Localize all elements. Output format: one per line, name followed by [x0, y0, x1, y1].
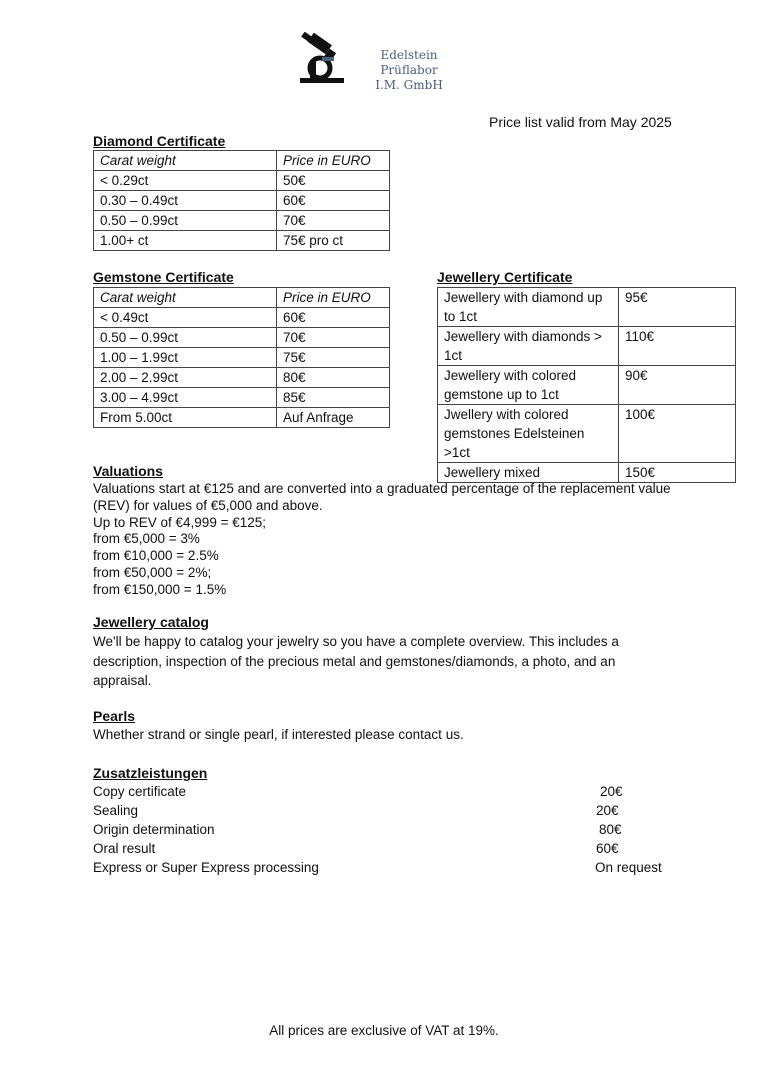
service-name: Sealing	[93, 803, 139, 818]
carat-cell: 0.50 – 0.99ct	[94, 328, 277, 348]
table-row	[94, 308, 390, 328]
price-cell: 70€	[277, 211, 390, 231]
price-cell: 80€	[277, 368, 390, 388]
table-row	[94, 348, 390, 368]
gemstone-price-table	[93, 287, 390, 428]
vat-footnote: All prices are exclusive of VAT at 19%.	[269, 1023, 499, 1038]
service-row	[93, 860, 693, 879]
table-row	[94, 171, 390, 191]
header-carat: Carat weight	[94, 151, 277, 171]
catalog-heading: Jewellery catalog	[93, 614, 209, 630]
table-row	[438, 327, 736, 366]
lab-logo	[296, 30, 486, 92]
service-name: Copy certificate	[93, 784, 187, 799]
table-row	[438, 463, 736, 483]
service-row	[93, 803, 693, 822]
service-price: 20€	[600, 784, 623, 799]
valuations-text	[93, 481, 683, 599]
carat-cell: 3.00 – 4.99ct	[94, 388, 277, 408]
service-row	[93, 822, 693, 841]
price-cell: 70€	[277, 328, 390, 348]
catalog-text: We'll be happy to catalog your jewelry so you have a complete overview. This includes a description, inspection of the precious metal and gemstones/diamonds, a photo, and an appraisal.	[93, 634, 619, 688]
company-legal-form: I.M. GmbH	[375, 78, 443, 92]
company-name: Edelstein Prüflabor	[380, 48, 438, 77]
service-price: 60€	[596, 841, 619, 856]
item-cell: Jewellery with colored gemstone up to 1ct	[438, 366, 619, 405]
price-cell: 150€	[619, 463, 736, 483]
service-price: On request	[595, 860, 662, 875]
table-row	[438, 405, 736, 463]
table-row	[94, 368, 390, 388]
header-price: Price in EURO	[277, 151, 390, 171]
carat-cell: 0.50 – 0.99ct	[94, 211, 277, 231]
table-header-row	[94, 288, 390, 308]
carat-cell: < 0.49ct	[94, 308, 277, 328]
pearls-text: Whether strand or single pearl, if interested please contact us.	[93, 727, 464, 742]
valuation-tier: from €150,000 = 1.5%	[93, 581, 227, 597]
table-row	[94, 328, 390, 348]
carat-cell: < 0.29ct	[94, 171, 277, 191]
carat-cell: 1.00+ ct	[94, 231, 277, 251]
valuation-tier: from €10,000 = 2.5%	[93, 548, 219, 564]
service-name: Express or Super Express processing	[93, 860, 319, 875]
price-cell: 100€	[619, 405, 736, 463]
table-row	[438, 288, 736, 327]
price-cell: 60€	[277, 308, 390, 328]
price-cell: Auf Anfrage	[277, 408, 390, 428]
valuations-intro: Valuations start at €125 and are converted into a graduated percentage of the replacement value (REV) for values of €5,000 and above.	[93, 481, 671, 513]
extras-heading: Zusatzleistungen	[93, 765, 208, 781]
validity-note: Price list valid from May 2025	[489, 114, 672, 130]
service-name: Origin determination	[93, 822, 215, 837]
table-row	[94, 408, 390, 428]
table-header-row	[94, 151, 390, 171]
carat-cell: From 5.00ct	[94, 408, 277, 428]
item-cell: Jewellery with diamond up to 1ct	[438, 288, 619, 327]
carat-cell: 2.00 – 2.99ct	[94, 368, 277, 388]
table-row	[94, 388, 390, 408]
table-row	[94, 211, 390, 231]
price-cell: 50€	[277, 171, 390, 191]
diamond-heading: Diamond Certificate	[93, 133, 226, 149]
item-cell: Jwellery with colored gemstones Edelsteinen >1ct	[438, 405, 619, 463]
valuation-tier: Up to REV of €4,999 = €125;	[93, 514, 266, 530]
price-cell: 90€	[619, 366, 736, 405]
valuation-tier: from €50,000 = 2%;	[93, 564, 212, 580]
diamond-price-table	[93, 150, 390, 251]
carat-cell: 1.00 – 1.99ct	[94, 348, 277, 368]
header-carat: Carat weight	[94, 288, 277, 308]
microscope-icon	[296, 32, 348, 86]
service-row	[93, 784, 693, 803]
item-cell: Jewellery mixed	[438, 463, 619, 483]
item-cell: Jewellery with diamonds > 1ct	[438, 327, 619, 366]
table-row	[94, 191, 390, 211]
header-price: Price in EURO	[277, 288, 390, 308]
carat-cell: 0.30 – 0.49ct	[94, 191, 277, 211]
table-row	[94, 231, 390, 251]
service-price: 80€	[599, 822, 622, 837]
valuation-tier: from €5,000 = 3%	[93, 531, 200, 547]
service-name: Oral result	[93, 841, 156, 856]
price-cell: 85€	[277, 388, 390, 408]
price-cell: 110€	[619, 327, 736, 366]
gemstone-heading: Gemstone Certificate	[93, 269, 234, 285]
price-cell: 75€	[277, 348, 390, 368]
jewellery-heading: Jewellery Certificate	[437, 269, 573, 285]
price-cell: 95€	[619, 288, 736, 327]
price-cell: 75€ pro ct	[277, 231, 390, 251]
valuations-heading: Valuations	[93, 463, 164, 479]
price-cell: 60€	[277, 191, 390, 211]
service-row	[93, 841, 693, 860]
service-price: 20€	[596, 803, 619, 818]
pearls-heading: Pearls	[93, 708, 136, 724]
jewellery-price-table	[437, 287, 736, 483]
table-row	[438, 366, 736, 405]
